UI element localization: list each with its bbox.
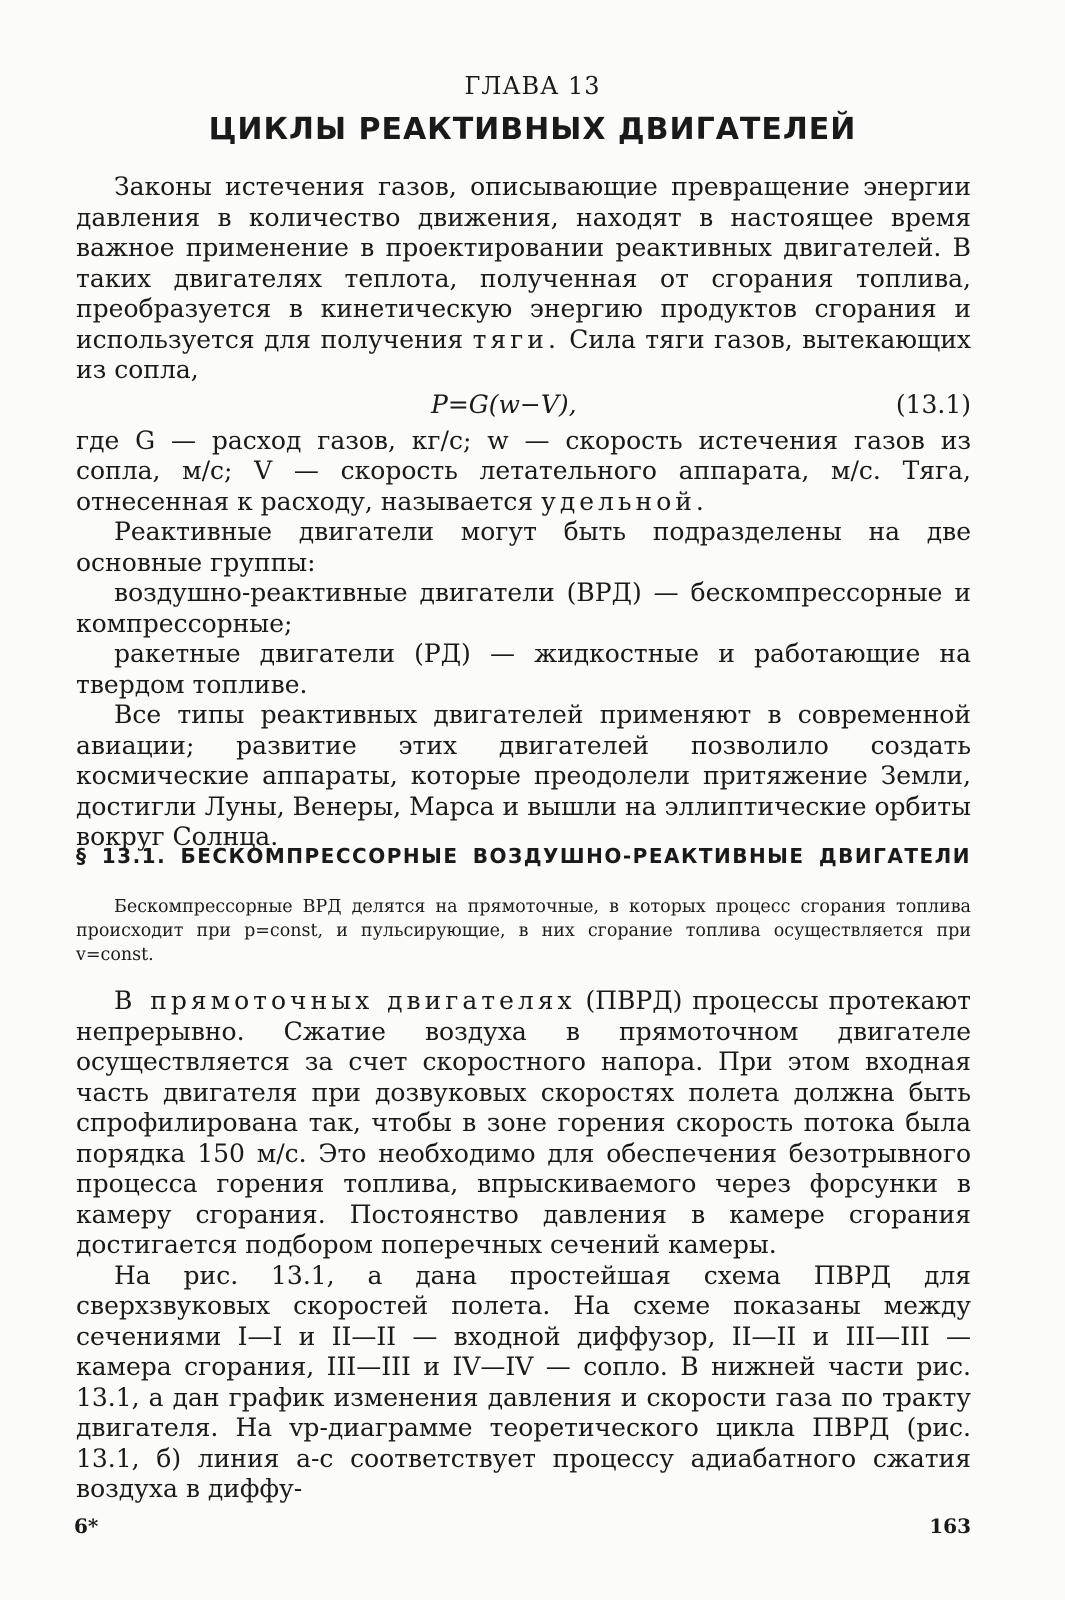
section-heading: § 13.1. БЕСКОМПРЕССОРНЫЕ ВОЗДУШНО-РЕАКТИВНЫЕ ДВИГАТЕЛИ xyxy=(76,844,971,868)
emphasis-thrust: тяги. xyxy=(472,324,560,354)
chapter-title: ЦИКЛЫ РЕАКТИВНЫХ ДВИГАТЕЛЕЙ xyxy=(208,112,857,147)
section-summary: Бескомпрессорные ВРД делятся на прямоточные, в которых процесс сгорания топлива происходит при p=const, и пульсирующие, в них сгорание топлива осуществляется при v=const. xyxy=(76,897,971,965)
intro-paragraph-4: воздушно-реактивные двигатели (ВРД) — бескомпрессорные и компрессорные; xyxy=(76,578,971,638)
intro-paragraph-6: Все типы реактивных двигателей применяют в современной авиации; развитие этих двигателей позволило создать космические аппараты, которые преодолели притяжение Земли, достигли Луны, Венеры, Марса и вышли на эллиптические орбиты вокруг Солнца. xyxy=(76,700,971,851)
formula-row xyxy=(76,390,971,424)
emphasis-specific: удельной. xyxy=(541,486,708,516)
section-paragraph-2: На рис. 13.1, а дана простейшая схема ПВРД для сверхзвуковых скоростей полета. На схеме показаны между сечениями I—I и II—II — входной диффузор, II—II и III—III — камера сгорания, III—III и IV—IV — сопло. В нижней части рис. 13.1, а дан график изменения давления и скорости газа по тракту двигателя. На vp-диаграмме теоретического цикла ПВРД (рис. 13.1, б) линия а-с соответствует процессу адиабатного сжатия воздуха в диффу- xyxy=(76,1260,971,1503)
signature-mark: 6* xyxy=(74,1514,99,1538)
section-paragraph-1: В прямоточных двигателях (ПВРД) процессы протекают непрерывно. Сжатие воздуха в прямоточном двигателе осуществляется за счет скоростного напора. При этом входная часть двигателя при дозвуковых скоростях полета должна быть спрофилирована так, чтобы в зоне горения скорость потока была порядка 150 м/с. Это необходимо для обеспечения безотрывного процесса горения топлива, впрыскиваемого через форсунки в камеру сгорания. Постоянство давления в камере сгорания достигается подбором поперечных сечений камеры. xyxy=(76,986,972,1259)
chapter-label: ГЛАВА 13 xyxy=(464,72,601,100)
intro-paragraph-5: ракетные двигатели (РД) — жидкостные и работающие на твердом топливе. xyxy=(76,639,971,699)
intro-text xyxy=(76,172,971,853)
section-text xyxy=(76,986,971,1505)
page-number: 163 xyxy=(929,1514,971,1538)
intro-paragraph-3: Реактивные двигатели могут быть подразделены на две основные группы: xyxy=(76,517,971,577)
emphasis-ramjet: В прямоточных двигателях xyxy=(114,986,576,1015)
thrust-formula: P=G(w−V), xyxy=(431,389,577,419)
intro-paragraph-1: Законы истечения газов, описывающие превращение энергии давления в количество движения, находят в настоящее время важное применение в проектировании реактивных двигателей. В таких двигателях теплота, полученная от сгорания топлива, преобразуется в кинетическую энергию продуктов сгорания и используется для получения тяги. Сила тяги газов, вытекающих из сопла, xyxy=(76,172,972,384)
intro-paragraph-2: где G — расход газов, кг/с; w — скорость истечения газов из сопла, м/с; V — скорость летательного аппарата, м/с. Тяга, отнесенная к расходу, называется удельной. xyxy=(76,425,971,516)
formula-number: (13.1) xyxy=(895,389,971,419)
